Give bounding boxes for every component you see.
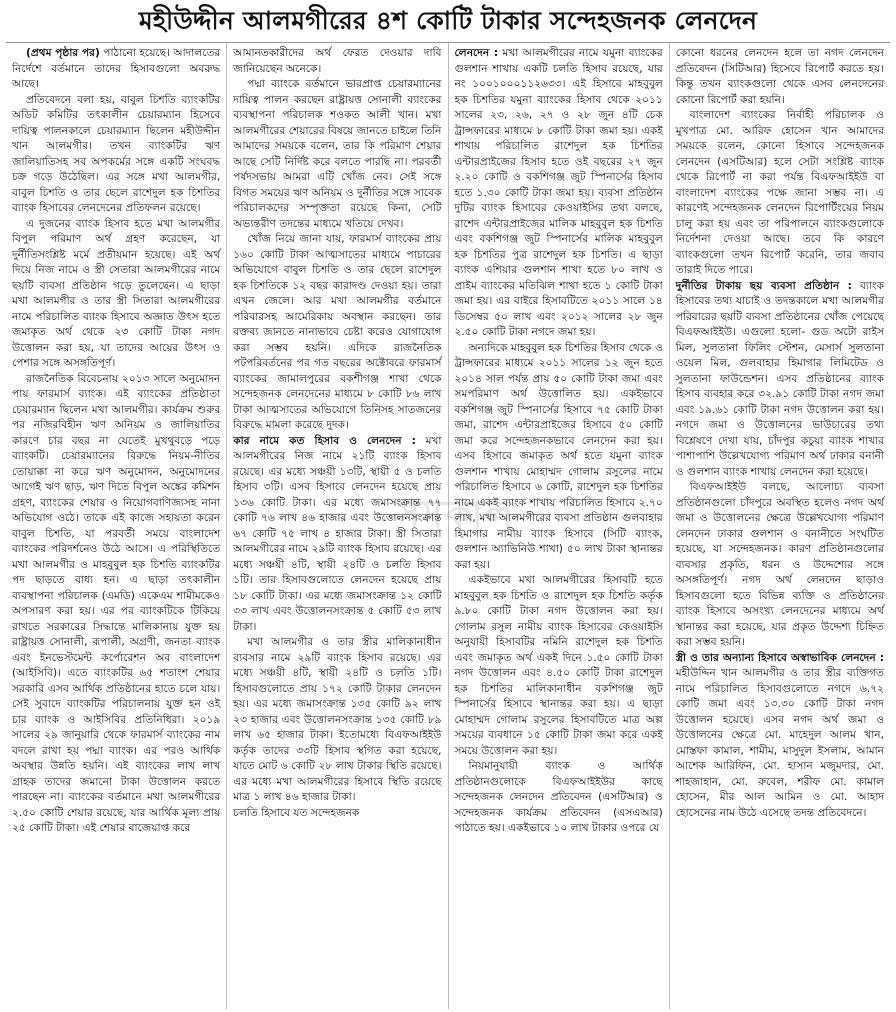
article-paragraph [233, 77, 441, 232]
paragraph-text: এ দুজনের ব্যাংক হিসাব হতে মখা আলমগীর বিপুল পরিমাণ অর্থ গ্রহণ করেছেন, যা দুর্নীতিসংশ্লিষ্ট মর্মে প্রতীয়মান হয়েছে। এই অর্থ দিয়ে নিজ নামে ও স্ত্রী সেতারা আলমগীরের নামে ছয়টি ব্যবসা প্রতিষ্ঠান গড়ে তুলেছেন। এ ছাড়া মখা আলমগীর ও তার স্ত্রী সিতারা আলমগীরের নামে পরিচালিত ব্যাংক হিসাবে অজ্ঞাত উৎস হতে জমাকৃত অর্থ থেকে ২৩ কোটি টাকা নগদ উত্তোলন করা হয়, যা তাদের আয়ের উৎস ও পেশার সঙ্গে অসঙ্গতিপূর্ণ। [12, 217, 221, 369]
article-paragraph [676, 108, 884, 279]
paragraph-lead: (প্রথম পৃষ্ঠার পর) [26, 47, 100, 59]
paragraph-text: পাঠানো হয়েছে। আদালতের নির্দেশে বর্তমানে তাদের হিসাবগুলো অবরুদ্ধ আছে। [12, 47, 221, 90]
article-paragraph [12, 46, 220, 93]
article-column-3 [448, 43, 669, 1009]
section-subheading: দুর্নীতির টাকায় ছয় ব্যবসা প্রতিষ্ঠান : [675, 279, 852, 292]
article-column-4 [669, 43, 890, 1009]
article-paragraph [233, 806, 441, 822]
newspaper-watermark: সমকাল [394, 492, 516, 536]
paragraph-text: আমানতকারীদের অর্থ ফেরত দেওয়ার দাবি জানিয়েছেন অনেকে। [233, 47, 442, 75]
article-paragraph [455, 46, 663, 341]
paragraph-text: কোনো ধরনের লেনদেন হলে তা নগদ লেনদেন প্রতিবেদন (সিটিআর) হিসেবে রিপোর্ট করতে হয়। কিন্তু তখন ব্যাংকগুলো থেকে এসব লেনদেনের কোনো রিপোর্ট করা হয়নি। [675, 47, 884, 106]
paragraph-text: প্রতিবেদনে বলা হয়, বাবুল চিশতি ব্যাংকটির অডিট কমিটির তৎকালীন চেয়ারম্যান হিসেবে দায়িত্ব পালনকালে চেয়ারম্যান ছিলেন মহীউদ্দীন খান আলমগীর। তখন ব্যাংকটির ঋণ জালিয়াতিসহ সব অপকর্মের সঙ্গে একটি সংঘবদ্ধ চক্র গড়ে উঠেছিল। এর সঙ্গে মখা আলমগীর, বাবুল চিশতি ও তার ছেলে রাশেদুল হক চিশতির ব্যাংক হিসাবের লেনদেনের প্রতিফলন রয়েছে। [12, 93, 221, 214]
article-column-1 [6, 43, 226, 1009]
paragraph-text: মখা আলমগীরের নামে যমুনা ব্যাংকের গুলশান শাখায় একটি চলতি হিসাব রয়েছে, যার নং ১০০১০০০১১২৬৩৩। এই হিসাবে মাহবুবুল হক চিশতির যমুনা ব্যাংকের হিসাব থেকে ২০১১ সালের ২৩, ২৬, ২৭ ও ২৮ জুন ৪টি চেক ট্রান্সফারের মাধ্যমে ৮ কোটি টাকা জমা হয়। একই শাখায় পরিচালিত রাশেদুল হক চিশতির এন্টারপ্রাইজের হিসাব হতে ওই বছরের ২৭ জুন ২.২০ কোটি ও বকশিগঞ্জ জুট স্পিনার্সের হিসাব হতে ১.৩০ কোটি টাকা জমা হয়। ব্যবসা প্রতিষ্ঠান দুটির ব্যাংক হিসাবের কেওয়াইসির তথ্য বলছে, রাশেদ এন্টারপ্রাইজের মালিক মাহবুবুল হক চিশতি এবং বকশিগঞ্জ জুট স্পিনার্সের মালিক মাহবুবুল হক চিশতির পুত্র রাশেদুল হক চিশতি। এ ছাড়া ব্যাংক এশিয়ার গুলশান শাখা হতে ৮০ লাখ ও প্রাইম ব্যাংকের মতিঝিল শাখা হতে ১ কোটি টাকা জমা হয়। এর বাইরে হিসাবটিতে ২০১১ সালে ১৪ ডিসেম্বর ৫০ লাখ এবং ২০১২ সালের ২৮ জুন ২.৫০ কোটি টাকা নগদে জমা হয়। [454, 47, 663, 338]
section-subheading: কার নামে কত হিসাব ও লেনদেন : [233, 434, 416, 447]
paragraph-text: মখা আলমগীরের নিজ নামে ২১টি ব্যাংক হিসাব রয়েছে। এর মধ্যে সঞ্চয়ী ১৩টি, স্থায়ী ৫ ও চলতি হিসাব ৩টি। এসব হিসাবে লেনদেন হয়েছে প্রায় ১৩৬ কোটি টাকা। এর মধ্যে জমাসংক্রান্ত ৭৭ কোটি ৭৬ লাখ ৪৬ হাজার এবং উত্তোলনসংক্রান্ত ৬৭ কোটি ৭৫ লাখ ৪ হাজার টাকা। স্ত্রী সিতারা আলমগীরের নামে ২৯টি ব্যাংক হিসাব রয়েছে। এর মধ্যে সঞ্চয়ী ৪টি, স্থায়ী ২৪টি ও চলতি হিসাব ১টি। তার হিসাবগুলোতে লেনদেন হয়েছে প্রায় ১৮ কোটি টাকা। এর মধ্যে জমাসংক্রান্ত ১২ কোটি ৩৩ লাখ এবং উত্তোলনসংক্রান্ত ৫ কোটি ৫৩ লাখ টাকা। [233, 434, 442, 633]
paragraph-text: চলতি হিসাবে যত সন্দেহজনক [233, 806, 360, 819]
paragraph-text: বাংলাদেশ ব্যাংকের নির্বাহী পরিচালক ও মুখপাত্র মো. আরিফ হোসেন খান আমাদের সময়কে বলেন, কোনো হিসাবে সন্দেহজনক লেনদেন (এসটিআর) হলে সেটা সংশ্লিষ্ট ব্যাংক থেকে রিপোর্ট না করা পর্যন্ত বিএফআইইউ বা বাংলাদেশ ব্যাংকের পক্ষে জানা সম্ভব না। এ কারণেই সন্দেহজনক লেনদেন রিপোর্টিংয়ের নিয়ম চালু করা হয় এবং তা পরিপালনে ব্যাংকগুলোকে নির্দেশনা দেওয়া আছে। তবে কি কারণে ব্যাংকগুলো তখন রিপোর্ট করেনি, তার জবাব তারাই দিতে পারে। [675, 109, 884, 276]
paragraph-lead: লেনদেন : [454, 47, 499, 59]
article-paragraph [233, 232, 441, 434]
paragraph-text: নিয়মানুযায়ী ব্যাংক ও আর্থিক প্রতিষ্ঠানগুলোকে বিএফআইইউর কাছে সন্দেহজনক লেনদেন প্রতিবেদন (এসটিআর) ও সন্দেহজনক কার্যক্রম প্রতিবেদন (এসএআর) পাঠাতে হয়। একইভাবে ১০ লাখ টাকার ওপরে যে [454, 760, 663, 834]
paragraph-text: খোঁজ নিয়ে জানা যায়, ফারমার্স ব্যাংকের প্রায় ১৬০ কোটি টাকা আত্মসাতের মাধ্যমে পাচারের অভিযোগে বাবুল চিশতি ও তার ছেলে রাশেদুল হক চিশতিকে ১২ বছর কারাদণ্ড দেওয়া হয়। তারা এখন জেলে। আর মখা আলমগীর বর্তমানে পরিবারসহ আমেরিকায় অবস্থান করছেন। তার বক্তব্য জানতে নানাভাবে চেষ্টা করেও যোগাযোগ করা সম্ভব হয়নি। এদিকে রাজনৈতিক পটপরিবর্তনের পর গত বছরের অক্টোবরে ফারমার্স ব্যাংকের জামালপুরের বকশীগঞ্জ শাখা থেকে সন্দেহজনক লেনদেনের মাধ্যমে ৮ কোটি ৮৬ লাখ টাকা আত্মসাতের অভিযোগে তিনিসহ সাতজনের বিরুদ্ধে মামলা করেছে দুদক। [233, 233, 442, 431]
paragraph-text: একইভাবে মখা আলমগীরের হিসাবটি হতে মাহবুবুল হক চিশতি ও রাশেদুল হক চিশতি কর্তৃক ৯.৮০ কোটি টাকা নগদ উত্তোলন করা হয়। গোলাম রসুল নামীয় ব্যাংক হিসাবের কেওয়াইসি অনুযায়ী হিসাবটির নমিনি রাশেদুল হক চিশতি এবং জমাকৃত অর্থ একই দিনে ১.৫০ কোটি টাকা নগদ উত্তোলন এবং ৪.৫০ কোটি টাকা রাশেদুল হক চিশতির মালিকানাধীন বকশিগঞ্জ জুট স্পিনার্সের হিসাবে স্থানান্তর করা হয়। এ ছাড়া মোহাম্মদ গোলাম রসুলের হিসাবটিতে মাত্র অল্প সময়ের ব্যবধানে ১৫ কোটি টাকা জমা করে একই সময়ে উত্তোলন করা হয়। [454, 574, 663, 757]
paragraph-text: বিএফআইইউ বলছে, আলোচ্য ব্যবসা প্রতিষ্ঠানগুলো চাঁদপুরে অবস্থিত হলেও নগদ অর্থ জমা ও উত্তোলনের ক্ষেত্রে উল্লেখযোগ্য পরিমাণ লেনদেন ঢাকার গুলশান ও বনানীতে সংঘটিত হয়েছে, যা সন্দেহজনক। কারণ প্রতিষ্ঠানগুলোর ব্যবসার প্রকৃতি, ধরন ও উদ্দেশ্যের সঙ্গে অসঙ্গতিপূর্ণ। নগদ অর্থ লেনদেন ছাড়াও হিসাবগুলো হতে বিভিন্ন ব্যক্তি ও প্রতিষ্ঠানের ব্যাংক হিসাবে অসংখ্য লেনদেনের মাধ্যমে অর্থ স্থানান্তর করা হয়েছে, যার প্রকৃত উদ্দেশ্য চিহ্নিত করা সম্ভব হয়নি। [675, 481, 884, 648]
article-paragraph [233, 434, 441, 636]
paragraph-text: মহীউদ্দিন খান আলমগীর ও তার স্ত্রীর ব্যক্তিগত নামে পরিচালিত হিসাবগুলোতে নগদে ৬.৭২ কোটি জমা এবং ১৩.৩০ কোটি টাকা নগদ উত্তোলন হয়েছে। এসব নগদ অর্থ জমা ও উত্তোলনের ক্ষেত্রে মো. মাহেদুল আলম খান, মোস্তফা কামাল, শামীম, মাসুদুল ইসলাম, আমান আশেক আরিফিন, মো. হাসান মজুমদার, মো. শাহজাহান, মো. রুবেল, শরীফ মো. কামাল হোসেন, মীর আল আমিন ও মো. আহাদ হোসেনের নাম উঠে এসেছে তদন্ত প্রতিবেদনে। [675, 667, 884, 819]
paragraph-text: অন্যদিকে মাহবুবুল হক চিশতির হিসাব থেকে ও ট্রান্সফারের মাধ্যমে ২০১১ সালের ১২ জুন হতে ২০১৪ সাল পর্যন্ত প্রায় ৫০ কোটি টাকা জমা এবং সমপরিমাণ অর্থ উত্তোলিত হয়। একইভাবে বকশিগঞ্জ জুট স্পিনার্সের হিসাবে ৭৫ কোটি টাকা জমা, রাশেদ এন্টারপ্রাইজের হিসাবে ৫০ কোটি জমা করে সন্দেহজনকভাবে লেনদেন করা হয়। এসব হিসাবে জমাকৃত অর্থ হতে যমুনা ব্যাংক গুলশান শাখায় মোহাম্মদ গোলাম রসুলের নামে পরিচালিত হিসাবে ৬ কোটি, রাশেদুল হক চিশতির নামে একই ব্যাংক শাখায় পরিচালিত হিসাবে ২.৭০ লাখ, মখা আলমগীরের ব্যবসা প্রতিষ্ঠান গুলবাহার হিমাগার নামীয় ব্যাংক হিসাবে (সিটি ব্যাংক, গুলশান অ্যাভিনিউ শাখা) ৫০ লাখ টাকা স্থানান্তর করা হয়। [454, 341, 663, 571]
article-paragraph [455, 341, 663, 574]
article-paragraph [12, 372, 220, 837]
section-subheading: স্ত্রী ও তার অন্যান্য হিসাবে অস্বাভাবিক লেনদেন : [675, 651, 884, 664]
paragraph-text: ব্যাংক হিসাবের তথ্য যাচাই ও তদন্তকালে মখা আলমগীর পরিবারের ছয়টি ব্যবসা প্রতিষ্ঠানের খোঁজ পেয়েছে বিএফআইইউ। এগুলো হলো- গুড অটো রাইস মিল, সুলতানা ফিলিং স্টেশন, মেসার্স সুলতানা ওয়েল মিল, গুলবাহার হিমাগার লিমিটেড ও সুলতানা ফাউন্ডেশন। এসব প্রতিষ্ঠানের ব্যাংক হিসাব ব্যবহার করে ৩২.৯১ কোটি টাকা নগদ জমা এবং ১৯.৬১ কোটি টাকা নগদ উত্তোলন করা হয়। নগদে জমা ও উত্তোলনের ভাউচারের তথ্য বিশ্লেষণে দেখা যায়, চাঁদপুর কচুয়া ব্যাংক শাখার পাশাপাশি উল্লেখযোগ্য পরিমাণ অর্থ ঢাকার বনানী ও গুলশান ব্যাংক শাখায় লেনদেন করা হয়েছে। [675, 279, 884, 478]
paragraph-text: পদ্মা ব্যাংকে বর্তমানে ভারপ্রাপ্ত চেয়ারম্যানের দায়িত্ব পালন করছেন রাষ্ট্রায়ত্ত সোনালী ব্যাংকের ব্যবস্থাপনা পরিচালক শওকত আলী খান। মখা আলমগীরের শেয়ারের বিষয়ে জানতে চাইলে তিনি আমাদের সময়কে বলেন, তার কি পরিমাণ শেয়ার আছে সেটি নির্দিষ্ট করে বলতে পারছি না। পরবর্তী পর্ষদসভায় আমরা এটি খোঁজ নেব। সেই সঙ্গে বিগত সময়ের ঋণ অনিয়ম ও দুর্নীতির সঙ্গে সাবেক পরিচালকদের সম্পৃক্ততা রয়েছে কিনা, সেটি অভ্যন্তরীণ তদন্তের মাধ্যমে খতিয়ে দেখব। [233, 78, 442, 230]
paragraph-text: মখা আলমগীর ও তার স্ত্রীর মালিকানাধীন ব্যবসার নামে ২৯টি ব্যাংক হিসাব রয়েছে। এর মধ্যে সঞ্চয়ী ৪টি, স্থায়ী ২৪টি ও চলতি ১টি। হিসাবগুলোতে প্রায় ১৭২ কোটি টাকার লেনদেন হয়। এর মধ্যে জমাসংক্রান্ত ১৩৫ কোটি ৯২ লাখ ২৩ হাজার এবং উত্তোলনসংক্রান্ত ১৩৫ কোটি ৮৯ লাখ ৬৫ হাজার টাকা। ইতোমধ্যে বিএফআইইউ কর্তৃক তাদের ৩৩টি হিসাব স্থগিত করা হয়েছে, যাতে মোট ৬ কোটি ২৮ লাখ টাকার স্থিতি রয়েছে। এর মধ্যে মখা আলমগীরের হিসাবে স্থিতি রয়েছে মাত্র ১ লাখ ৪৬ হাজার টাকা। [233, 636, 442, 803]
article-paragraph [455, 759, 663, 837]
article-paragraph [676, 651, 884, 822]
article-paragraph [233, 635, 441, 806]
article-column-2 [226, 43, 447, 1009]
article-paragraph [676, 46, 884, 108]
article-paragraph [676, 480, 884, 651]
article-columns [6, 43, 890, 1009]
paragraph-text: রাজনৈতিক বিবেচনায় ২০১৩ সালে অনুমোদন পায় ফারমার্স ব্যাংক। এই ব্যাংকের প্রতিষ্ঠাতা চেয়ারম্যান ছিলেন মখা আলমগীর। কার্যক্রম শুরুর পর নজিরবিহীন ঋণ অনিয়ম ও জালিয়াতির কারণে চার বছর না যেতেই মুখথুবড়ে পড়ে ব্যাংকটি। চেয়ারম্যানের বিরুদ্ধে নিয়ম-নীতির তোয়াক্কা না করে ঋণ অনুমোদন, অনুমোদনের আগেই ঋণ ছাড়, ঋণ দিতে বিপুল অঙ্কের কমিশন গ্রহণ, ব্যাংকের শেয়ার ও নিয়োগবাণিজ্যসহ নানা অভিযোগ ওঠে। তাকে এই কাজে সহায়তা করেন বাবুল চিশতি, যা পরবর্তী সময়ে বাংলাদেশ ব্যাংকের পরিদর্শনেও উঠে আসে। এ পরিস্থিতিতে মখা আলমগীর ও মাহবুবুল হক চিশতি ব্যাংকটির পদ ছাড়তে বাধ্য হন। এ ছাড়া তৎকালীন ব্যবস্থাপনা পরিচালক (এমডি) একেএম শামীমকেও অপসারণ করা হয়। এর পর ব্যাংকটিকে টিকিয়ে রাখতে সরকারের সিদ্ধান্তে মালিকানায় যুক্ত হয় রাষ্ট্রায়ত্ত সোনালী, রূপালী, অগ্রণী, জনতা ব্যাংক এবং ইনভেস্টমেন্ট কর্পোরেশন অব বাংলাদেশ (আইসিবি)। এতে ব্যাংকটির ৬৫ শতাংশ শেয়ার সরকারি এসব আর্থিক প্রতিষ্ঠানের হাতে চলে যায়। সেই সুবাদে ব্যাংকটির পরিচালনায় যুক্ত হন ওই চার ব্যাংক ও আইসিবির প্রতিনিধিরা। ২০১৯ সালের ২৯ জানুয়ারি থেকে ফারমার্স ব্যাংকের নাম বদলে রাখা হয় পদ্মা ব্যাংক। এর পরও আর্থিক অবস্থার উন্নতি হয়নি। এই ব্যাংকের লাখ লাখ গ্রাহক তাদের জমানো টাকা উত্তোলন করতে পারছেন না। ব্যাংকের বর্তমানে মখা আলমগীরের ২.৫০ কোটি শেয়ার রয়েছে, যার আর্থিক মূল্য প্রায় ২৫ কোটি টাকা। এই শেয়ার বাজেয়াপ্ত করে [12, 372, 221, 834]
article-paragraph [455, 573, 663, 759]
article-paragraph [676, 279, 884, 481]
article-headline: মহীউদ্দীন আলমগীরের ৪শ কোটি টাকার সন্দেহজনক লেনদেন [6, 0, 890, 43]
article-paragraph [12, 217, 220, 372]
article-paragraph [12, 93, 220, 217]
article-paragraph [233, 46, 441, 77]
